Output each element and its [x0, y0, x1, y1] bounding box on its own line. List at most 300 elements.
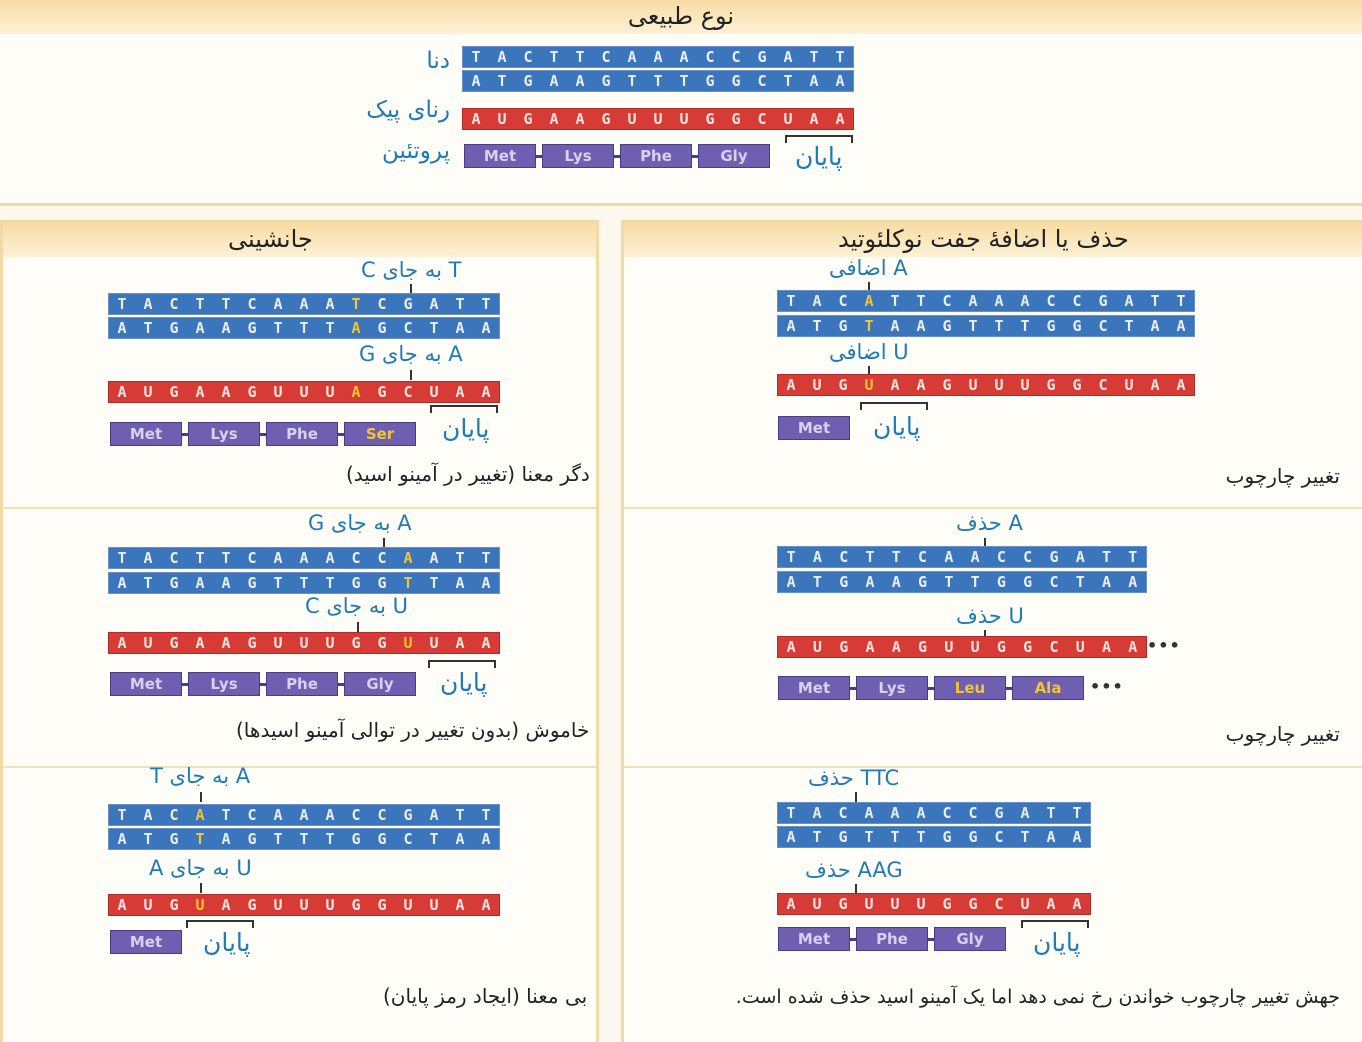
nucleotide: T: [786, 548, 796, 566]
nucleotide: C: [757, 72, 767, 90]
nucleotide: T: [455, 549, 465, 567]
nucleotide: A: [143, 806, 153, 824]
nucleotide: T: [497, 72, 507, 90]
amino-acid: Leu: [934, 676, 1006, 700]
nucleotide: A: [117, 319, 127, 337]
nucleotide: A: [1046, 895, 1056, 913]
nucleotide: T: [325, 319, 335, 337]
codon-deletion-mrna: [777, 893, 1091, 915]
wild-type-panel: [0, 0, 1362, 206]
insertion-dna-bottom: [777, 315, 1195, 337]
nucleotide: C: [247, 806, 257, 824]
nucleotide: G: [169, 634, 179, 652]
nucleotide: A: [890, 804, 900, 822]
nucleotide: U: [273, 383, 283, 401]
nucleotide: A: [890, 376, 900, 394]
nucleotide: T: [143, 319, 153, 337]
nucleotide: A: [195, 574, 205, 592]
nucleotide: G: [247, 896, 257, 914]
nucleotide: G: [1072, 376, 1082, 394]
nucleotide: C: [403, 319, 413, 337]
nucleotide: C: [757, 110, 767, 128]
missense-mrna: [108, 381, 500, 403]
nucleotide: G: [839, 638, 849, 656]
nucleotide: U: [812, 376, 822, 394]
nucleotide: T: [783, 72, 793, 90]
nucleotide: G: [996, 638, 1006, 656]
stop-label: پایان: [203, 928, 251, 957]
amino-acid: Met: [110, 422, 182, 446]
nucleotide: A: [429, 549, 439, 567]
continuation-dots: •••: [1090, 677, 1124, 696]
nucleotide: T: [1020, 317, 1030, 335]
nucleotide: A: [1102, 638, 1112, 656]
nucleotide: G: [968, 828, 978, 846]
nucleotide: A: [273, 549, 283, 567]
codon-deletion-caption: جهش تغییر چارچوب خواندن رخ نمی دهد اما یک آمینو اسید حذف شده است.: [735, 986, 1340, 1008]
nucleotide: A: [429, 806, 439, 824]
substitution-title: جانشینی: [228, 225, 313, 253]
nucleotide: U: [1020, 376, 1030, 394]
amino-acid: Met: [778, 927, 850, 951]
deletion-caption: تغییر چارچوب: [1225, 722, 1340, 746]
nucleotide: A: [891, 638, 901, 656]
nucleotide: C: [247, 295, 257, 313]
missense-dna-bottom: [108, 317, 500, 339]
amino-acid: Phe: [856, 927, 928, 951]
amino-acid: Met: [110, 672, 182, 696]
nucleotide: C: [377, 549, 387, 567]
nucleotide: A: [403, 549, 413, 567]
nucleotide: A: [1020, 292, 1030, 310]
nonsense-dna-top: [108, 804, 500, 826]
missense-dna-annotation: T به جای C: [361, 258, 462, 282]
missense-caption: دگر معنا (تغییر در آمینو اسید): [346, 462, 590, 486]
nucleotide: A: [117, 830, 127, 848]
nucleotide: C: [731, 48, 741, 66]
nucleotide: G: [731, 110, 741, 128]
stop-label: پایان: [442, 414, 490, 443]
nucleotide: T: [299, 319, 309, 337]
nucleotide: G: [1046, 376, 1056, 394]
nucleotide: A: [481, 830, 491, 848]
annotation-pointer: [410, 370, 412, 380]
deletion-dna-bottom: [777, 571, 1147, 593]
nucleotide: A: [299, 806, 309, 824]
nonsense-rna-annotation: U به جای A: [149, 856, 252, 880]
nucleotide: T: [1072, 804, 1082, 822]
stop-codon-bracket: [860, 402, 928, 410]
nucleotide: G: [169, 319, 179, 337]
nucleotide: T: [429, 574, 439, 592]
nucleotide: G: [351, 574, 361, 592]
nucleotide: C: [523, 48, 533, 66]
nucleotide: T: [403, 574, 413, 592]
nucleotide: A: [455, 634, 465, 652]
nucleotide: A: [351, 319, 361, 337]
nucleotide: T: [994, 317, 1004, 335]
nucleotide: A: [455, 574, 465, 592]
nucleotide: A: [1176, 317, 1186, 335]
nucleotide: A: [970, 548, 980, 566]
nucleotide: G: [918, 638, 928, 656]
nucleotide: A: [481, 383, 491, 401]
nucleotide: T: [627, 72, 637, 90]
nucleotide: T: [273, 319, 283, 337]
mrna-strand: [462, 108, 854, 130]
wild-type-title: نوع طبیعی: [627, 2, 735, 30]
nucleotide: U: [944, 638, 954, 656]
nucleotide: T: [143, 830, 153, 848]
nucleotide: U: [299, 634, 309, 652]
nucleotide: T: [325, 574, 335, 592]
nucleotide: C: [1049, 573, 1059, 591]
nucleotide: U: [864, 895, 874, 913]
nucleotide: A: [221, 830, 231, 848]
nucleotide: G: [377, 896, 387, 914]
nucleotide: A: [195, 319, 205, 337]
nucleotide: A: [1150, 376, 1160, 394]
nucleotide: C: [994, 895, 1004, 913]
nucleotide: U: [864, 376, 874, 394]
amino-acid: Lys: [188, 422, 260, 446]
nucleotide: G: [1072, 317, 1082, 335]
nucleotide: A: [221, 634, 231, 652]
nucleotide: A: [299, 295, 309, 313]
deletion-mrna: [777, 636, 1147, 658]
amino-acid: Met: [110, 930, 182, 954]
nucleotide: A: [968, 292, 978, 310]
nonsense-caption: بی معنا (ایجاد رمز پایان): [383, 984, 588, 1008]
nucleotide: C: [403, 830, 413, 848]
divider: [3, 507, 596, 509]
nucleotide: C: [996, 548, 1006, 566]
nucleotide: U: [195, 896, 205, 914]
nucleotide: T: [195, 830, 205, 848]
nucleotide: C: [601, 48, 611, 66]
nucleotide: A: [221, 383, 231, 401]
amino-acid: Gly: [344, 672, 416, 696]
deletion-protein: [778, 676, 1090, 700]
nucleotide: A: [325, 295, 335, 313]
nucleotide: G: [377, 830, 387, 848]
nucleotide: T: [221, 806, 231, 824]
nucleotide: G: [838, 376, 848, 394]
nucleotide: A: [891, 573, 901, 591]
nucleotide: A: [117, 383, 127, 401]
divider: [624, 507, 1362, 509]
nucleotide: T: [117, 549, 127, 567]
nucleotide: G: [705, 72, 715, 90]
deletion-rna-annotation: U حذف: [956, 604, 1024, 628]
nucleotide: T: [812, 317, 822, 335]
stop-label: پایان: [440, 668, 488, 697]
annotation-pointer: [200, 883, 202, 893]
mrna-label: رنای پیک: [366, 97, 450, 123]
nucleotide: T: [970, 573, 980, 591]
nucleotide: A: [195, 806, 205, 824]
nucleotide: U: [429, 896, 439, 914]
nucleotide: G: [942, 317, 952, 335]
nonsense-protein: [110, 930, 188, 954]
nucleotide: A: [471, 72, 481, 90]
nucleotide: A: [812, 292, 822, 310]
nucleotide: G: [169, 383, 179, 401]
nucleotide: T: [273, 574, 283, 592]
nucleotide: A: [809, 72, 819, 90]
deletion-dna-annotation: A حذف: [956, 511, 1023, 535]
amino-acid: Met: [778, 416, 850, 440]
nucleotide: A: [481, 574, 491, 592]
nucleotide: T: [481, 295, 491, 313]
nucleotide: C: [169, 806, 179, 824]
nucleotide: U: [403, 634, 413, 652]
stop-codon-bracket: [428, 660, 496, 668]
nucleotide: G: [169, 830, 179, 848]
nucleotide: A: [455, 830, 465, 848]
nucleotide: G: [1046, 317, 1056, 335]
silent-mrna: [108, 632, 500, 654]
nucleotide: A: [1150, 317, 1160, 335]
nucleotide: G: [918, 573, 928, 591]
nucleotide: C: [1049, 638, 1059, 656]
nucleotide: T: [1150, 292, 1160, 310]
nucleotide: A: [143, 295, 153, 313]
nucleotide: G: [601, 110, 611, 128]
nucleotide: T: [891, 548, 901, 566]
nucleotide: C: [839, 548, 849, 566]
stop-codon-bracket: [186, 920, 254, 928]
nucleotide: A: [471, 110, 481, 128]
nucleotide: A: [221, 319, 231, 337]
nucleotide: A: [497, 48, 507, 66]
nucleotide: C: [169, 549, 179, 567]
nucleotide: G: [377, 634, 387, 652]
insertion-mrna: [777, 374, 1195, 396]
nucleotide: G: [705, 110, 715, 128]
nucleotide: T: [679, 72, 689, 90]
nucleotide: A: [273, 295, 283, 313]
amino-acid: Gly: [934, 927, 1006, 951]
amino-acid: Gly: [698, 144, 770, 168]
nucleotide: A: [481, 319, 491, 337]
nucleotide: G: [247, 634, 257, 652]
nucleotide: A: [481, 634, 491, 652]
nucleotide: U: [143, 896, 153, 914]
nucleotide: C: [968, 804, 978, 822]
nucleotide: U: [1020, 895, 1030, 913]
nucleotide: A: [117, 634, 127, 652]
nucleotide: A: [117, 574, 127, 592]
nucleotide: A: [455, 383, 465, 401]
amino-acid: Phe: [620, 144, 692, 168]
nucleotide: T: [117, 295, 127, 313]
nucleotide: C: [377, 806, 387, 824]
nucleotide: C: [351, 806, 361, 824]
insertion-dna-top: [777, 290, 1195, 312]
nucleotide: A: [325, 549, 335, 567]
nucleotide: C: [403, 383, 413, 401]
nucleotide: T: [1176, 292, 1186, 310]
amino-acid: Phe: [266, 422, 338, 446]
nucleotide: C: [169, 295, 179, 313]
nucleotide: U: [916, 895, 926, 913]
nucleotide: U: [325, 383, 335, 401]
indel-title: حذف یا اضافهٔ جفت نوکلئوتید: [838, 225, 1129, 253]
nucleotide: T: [195, 549, 205, 567]
silent-dna-bottom: [108, 572, 500, 594]
nucleotide: G: [403, 806, 413, 824]
nucleotide: A: [1020, 804, 1030, 822]
nucleotide: G: [169, 896, 179, 914]
nucleotide: T: [471, 48, 481, 66]
nucleotide: G: [601, 72, 611, 90]
nucleotide: G: [351, 830, 361, 848]
nucleotide: T: [1124, 317, 1134, 335]
nucleotide: T: [653, 72, 663, 90]
silent-dna-top: [108, 547, 500, 569]
indel-panel: [621, 220, 1362, 1042]
nucleotide: A: [890, 317, 900, 335]
silent-caption: خاموش (بدون تغییر در توالی آمینو اسیدها): [236, 718, 590, 742]
nucleotide: A: [944, 548, 954, 566]
annotation-pointer: [200, 792, 202, 802]
nucleotide: T: [195, 295, 205, 313]
nucleotide: A: [575, 110, 585, 128]
nucleotide: T: [1102, 548, 1112, 566]
deletion-dna-top: [777, 546, 1147, 568]
nucleotide: T: [325, 830, 335, 848]
nucleotide: G: [838, 895, 848, 913]
nucleotide: A: [865, 638, 875, 656]
nucleotide: A: [916, 317, 926, 335]
nonsense-dna-bottom: [108, 828, 500, 850]
nucleotide: A: [783, 48, 793, 66]
codon-deletion-rna-annotation: AAG حذف: [805, 858, 903, 882]
nucleotide: C: [994, 828, 1004, 846]
nucleotide: G: [377, 383, 387, 401]
nucleotide: T: [273, 830, 283, 848]
nucleotide: G: [523, 110, 533, 128]
nucleotide: A: [627, 48, 637, 66]
nucleotide: U: [325, 896, 335, 914]
nucleotide: G: [351, 896, 361, 914]
silent-protein: [110, 672, 422, 696]
nucleotide: G: [377, 319, 387, 337]
nucleotide: G: [996, 573, 1006, 591]
nucleotide: U: [143, 634, 153, 652]
nucleotide: T: [1046, 804, 1056, 822]
nucleotide: A: [1072, 828, 1082, 846]
nucleotide: A: [1075, 548, 1085, 566]
nucleotide: A: [575, 72, 585, 90]
nucleotide: U: [679, 110, 689, 128]
nucleotide: G: [1023, 573, 1033, 591]
nucleotide: U: [497, 110, 507, 128]
nucleotide: C: [247, 549, 257, 567]
nucleotide: T: [1128, 548, 1138, 566]
nucleotide: G: [1049, 548, 1059, 566]
nucleotide: T: [299, 574, 309, 592]
nucleotide: A: [653, 48, 663, 66]
amino-acid: Lys: [188, 672, 260, 696]
nucleotide: G: [247, 319, 257, 337]
nucleotide: T: [865, 548, 875, 566]
nucleotide: A: [195, 383, 205, 401]
nucleotide: A: [864, 292, 874, 310]
nucleotide: T: [429, 319, 439, 337]
nucleotide: A: [221, 896, 231, 914]
dna-strand-bottom: [462, 70, 854, 92]
nucleotide: A: [786, 638, 796, 656]
divider: [3, 766, 596, 768]
nucleotide: G: [968, 895, 978, 913]
nucleotide: A: [812, 548, 822, 566]
nucleotide: G: [838, 828, 848, 846]
nucleotide: A: [786, 317, 796, 335]
nucleotide: A: [865, 573, 875, 591]
nucleotide: U: [143, 383, 153, 401]
nucleotide: T: [429, 830, 439, 848]
nucleotide: A: [549, 110, 559, 128]
nucleotide: A: [1128, 573, 1138, 591]
nucleotide: A: [429, 295, 439, 313]
nucleotide: G: [247, 383, 257, 401]
amino-acid: Lys: [542, 144, 614, 168]
nucleotide: A: [351, 383, 361, 401]
nucleotide: U: [812, 638, 822, 656]
amino-acid: Ala: [1012, 676, 1084, 700]
nucleotide: G: [377, 574, 387, 592]
nucleotide: A: [481, 896, 491, 914]
nucleotide: T: [916, 292, 926, 310]
codon-deletion-protein: [778, 927, 1012, 951]
nucleotide: G: [523, 72, 533, 90]
nucleotide: T: [916, 828, 926, 846]
nucleotide: A: [835, 72, 845, 90]
nucleotide: T: [351, 295, 361, 313]
stop-label: پایان: [873, 412, 921, 441]
nucleotide: U: [970, 638, 980, 656]
nucleotide: T: [944, 573, 954, 591]
stop-label: پایان: [1033, 928, 1081, 957]
insertion-caption: تغییر چارچوب: [1225, 464, 1340, 488]
protein-chain: [464, 144, 776, 168]
nucleotide: A: [809, 110, 819, 128]
nucleotide: A: [1128, 638, 1138, 656]
nucleotide: G: [247, 830, 257, 848]
nonsense-mrna: [108, 894, 500, 916]
stop-codon-bracket: [1021, 920, 1089, 928]
nucleotide: A: [1072, 895, 1082, 913]
nucleotide: A: [916, 804, 926, 822]
nucleotide: C: [1072, 292, 1082, 310]
silent-dna-annotation: A به جای G: [308, 511, 412, 535]
nucleotide: A: [195, 634, 205, 652]
nucleotide: C: [351, 549, 361, 567]
nucleotide: C: [377, 295, 387, 313]
protein-label: پروتئین: [382, 138, 450, 164]
nucleotide: U: [273, 896, 283, 914]
dna-label: دنا: [426, 48, 450, 74]
nucleotide: T: [786, 292, 796, 310]
nucleotide: C: [1046, 292, 1056, 310]
nucleotide: A: [273, 806, 283, 824]
nucleotide: G: [994, 804, 1004, 822]
nucleotide: U: [429, 383, 439, 401]
stop-label: پایان: [795, 142, 843, 171]
nucleotide: U: [403, 896, 413, 914]
